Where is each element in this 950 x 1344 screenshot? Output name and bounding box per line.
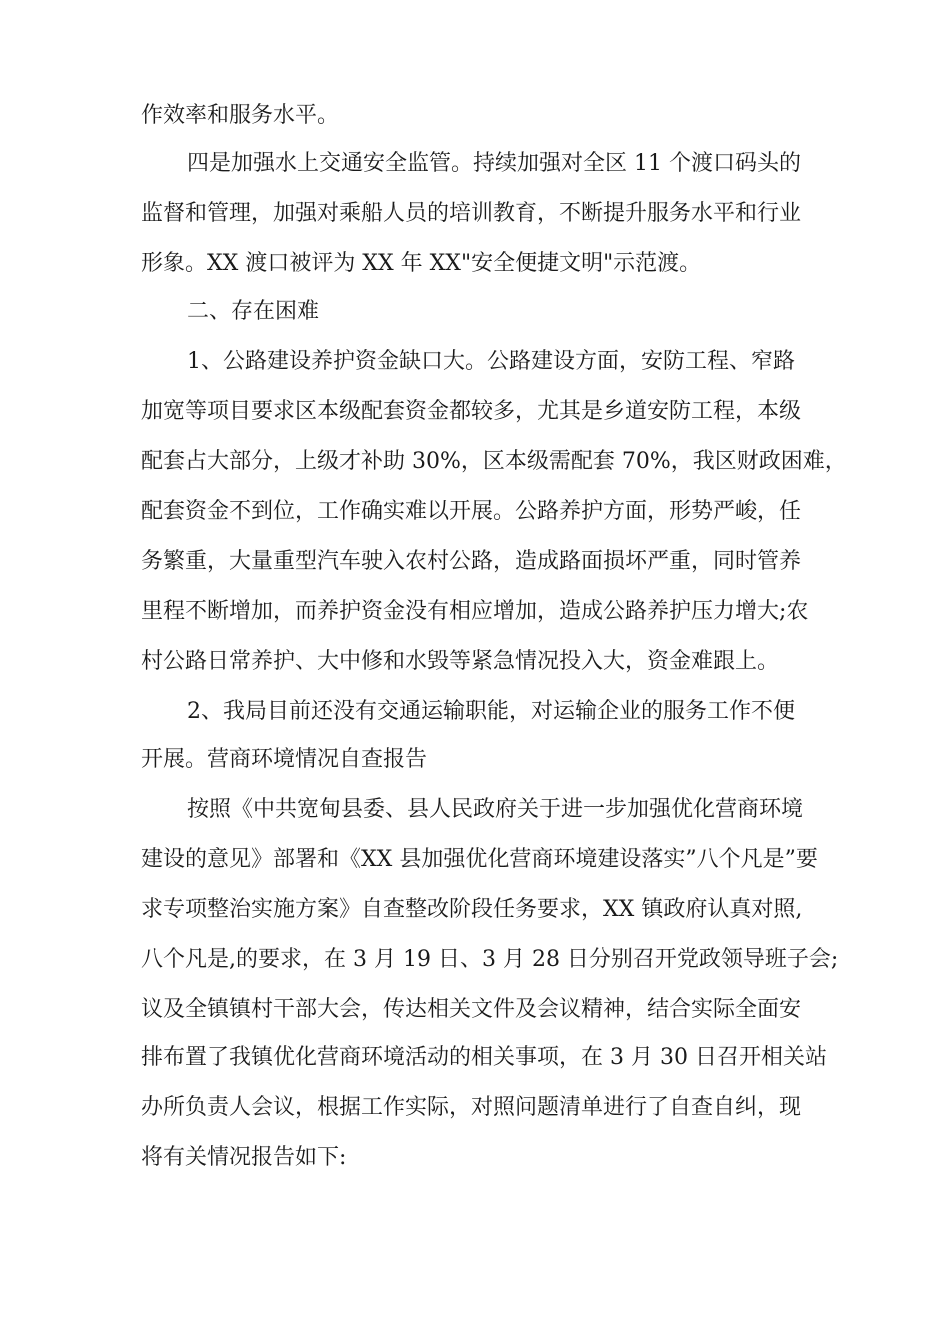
text-line: 建设的意见》部署和《XX 县加强优化营商环境建设落实”八个凡是”要 [141, 847, 818, 872]
text-line: 办所负责人会议，根据工作实际，对照问题清单进行了自查自纠，现 [141, 1095, 802, 1120]
text-line: 形象。XX 渡口被评为 XX 年 XX"安全便捷文明"示范渡。 [141, 251, 702, 276]
paragraph-start-line: 按照《中共宽甸县委、县人民政府关于进一步加强优化营商环境 [187, 797, 804, 822]
text-line: 排布置了我镇优化营商环境活动的相关事项，在 3 月 30 日召开相关站 [141, 1045, 827, 1070]
text-line: 配套资金不到位，工作确实难以开展。公路养护方面，形势严峻，任 [141, 499, 802, 524]
text-line: 将有关情况报告如下: [141, 1145, 347, 1170]
text-line: 加宽等项目要求区本级配套资金都较多，尤其是乡道安防工程，本级 [141, 399, 802, 424]
paragraph-start-line: 1、公路建设养护资金缺口大。公路建设方面，安防工程、窄路 [187, 349, 795, 374]
paragraph-start-line: 四是加强水上交通安全监管。持续加强对全区 11 个渡口码头的 [187, 151, 801, 176]
text-line: 议及全镇镇村干部大会，传达相关文件及会议精神，结合实际全面安 [141, 997, 802, 1022]
text-line: 监督和管理，加强对乘船人员的培训教育，不断提升服务水平和行业 [141, 201, 802, 226]
text-line: 八个凡是,的要求，在 3 月 19 日、3 月 28 日分别召开党政领导班子会; [141, 947, 839, 972]
text-line: 配套占大部分，上级才补助 30%，区本级需配套 70%，我区财政困难， [141, 449, 847, 474]
text-line: 村公路日常养护、大中修和水毁等紧急情况投入大，资金难跟上。 [141, 649, 780, 674]
text-line: 开展。营商环境情况自查报告 [141, 747, 428, 772]
section-heading: 二、存在困难 [187, 299, 320, 324]
text-line: 求专项整治实施方案》自查整改阶段任务要求，XX 镇政府认真对照, [141, 897, 803, 922]
text-line: 作效率和服务水平。 [141, 103, 340, 128]
text-line: 务繁重，大量重型汽车驶入农村公路，造成路面损坏严重，同时管养 [141, 549, 802, 574]
paragraph-start-line: 2、我局目前还没有交通运输职能，对运输企业的服务工作不便 [187, 699, 795, 724]
text-line: 里程不断增加，而养护资金没有相应增加，造成公路养护压力增大;农 [141, 599, 809, 624]
